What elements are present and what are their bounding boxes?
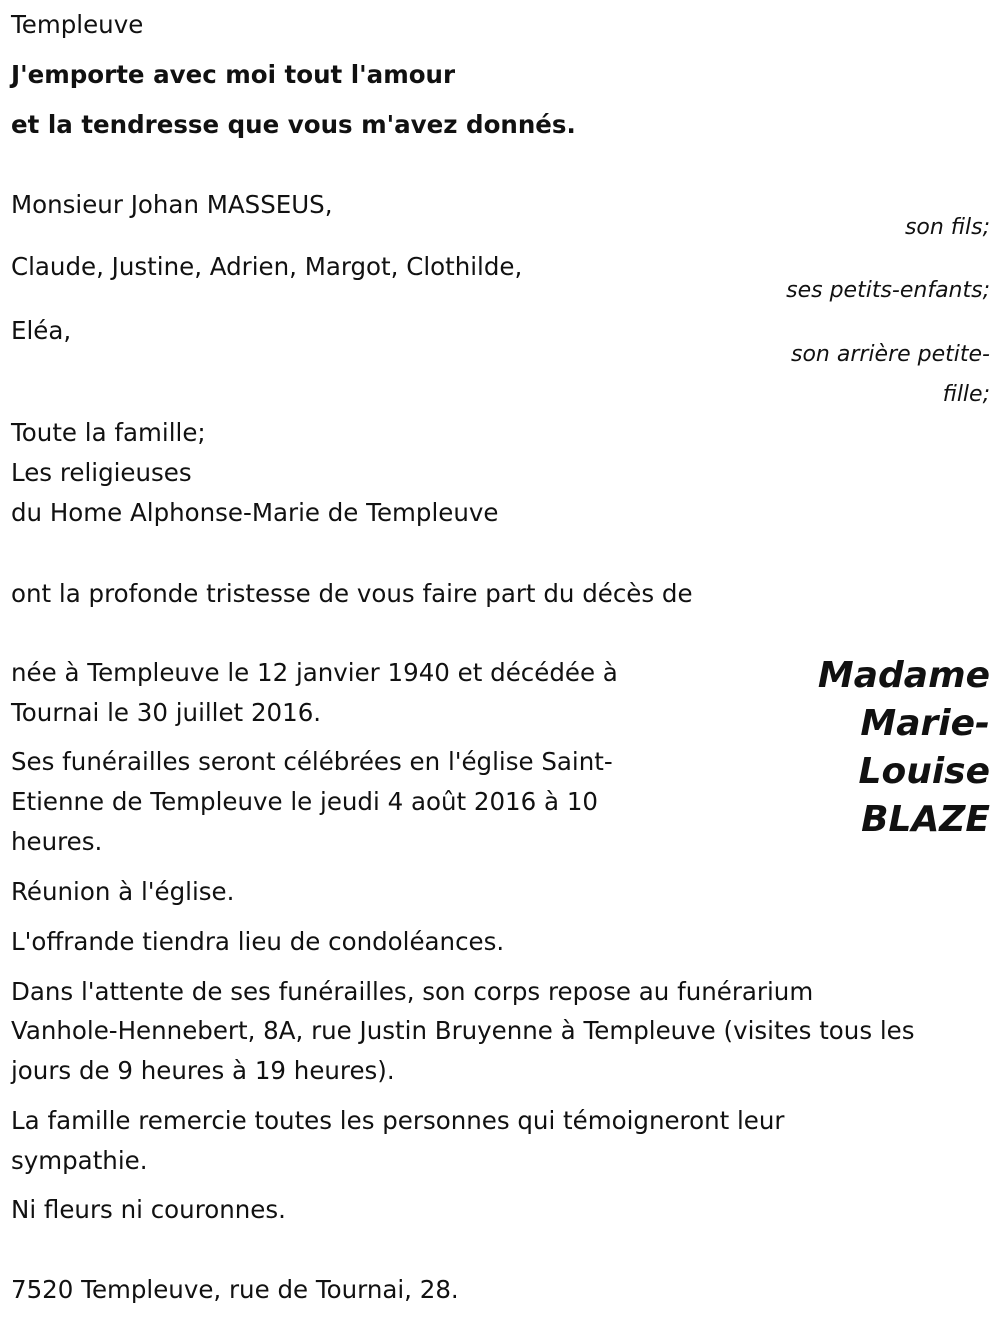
repose-line-3: jours de 9 heures à 19 heures). xyxy=(11,1056,395,1085)
funeral-line-3: heures. xyxy=(11,827,103,856)
thanks-line-1: La famille remercie toutes les personnes qui témoigneront leur xyxy=(11,1106,785,1135)
thanks-line-2: sympathie. xyxy=(11,1146,148,1175)
offrande: L'offrande tiendra lieu de condoléances. xyxy=(11,927,505,956)
family-relation-son: son fils; xyxy=(904,215,990,240)
deceased-last-name: BLAZE xyxy=(861,799,990,840)
quote-line-2: et la tendresse que vous m'avez donnés. xyxy=(11,110,576,139)
birth-line-1: née à Templeuve le 12 janvier 1940 et décédée à xyxy=(11,658,618,687)
address: 7520 Templeuve, rue de Tournai, 28. xyxy=(11,1275,459,1304)
repose-line-1: Dans l'attente de ses funérailles, son corps repose au funérarium xyxy=(11,977,814,1006)
family-name-son: Monsieur Johan MASSEUS, xyxy=(11,190,333,219)
other-family: Toute la famille; xyxy=(11,418,206,447)
deceased-title: Madame xyxy=(817,655,990,696)
other-religious: Les religieuses xyxy=(11,458,192,487)
deceased-first-name-2: Louise xyxy=(858,751,990,792)
deceased-first-name-1: Marie- xyxy=(860,703,990,744)
announcement: ont la profonde tristesse de vous faire part du décès de xyxy=(11,579,693,608)
family-relation-great-granddaughter-1: son arrière petite- xyxy=(791,342,990,367)
place-heading: Templeuve xyxy=(11,10,144,39)
other-home: du Home Alphonse-Marie de Templeuve xyxy=(11,498,499,527)
funeral-line-2: Etienne de Templeuve le jeudi 4 août 2016 à 10 xyxy=(11,787,598,816)
funeral-line-1: Ses funérailles seront célébrées en l'église Saint- xyxy=(11,747,613,776)
no-flowers: Ni fleurs ni couronnes. xyxy=(11,1195,286,1224)
family-name-grandchildren: Claude, Justine, Adrien, Margot, Clothilde, xyxy=(11,252,523,281)
deceased-name xyxy=(818,652,990,844)
family-name-great-granddaughter: Eléa, xyxy=(11,316,72,345)
birth-line-2: Tournai le 30 juillet 2016. xyxy=(11,698,322,727)
reunion: Réunion à l'église. xyxy=(11,877,235,906)
quote-line-1: J'emporte avec moi tout l'amour xyxy=(11,60,456,89)
family-relation-grandchildren: ses petits-enfants; xyxy=(786,278,990,303)
family-relation-great-granddaughter-2: fille; xyxy=(942,382,990,407)
repose-line-2: Vanhole-Hennebert, 8A, rue Justin Bruyenne à Templeuve (visites tous les xyxy=(11,1016,915,1045)
